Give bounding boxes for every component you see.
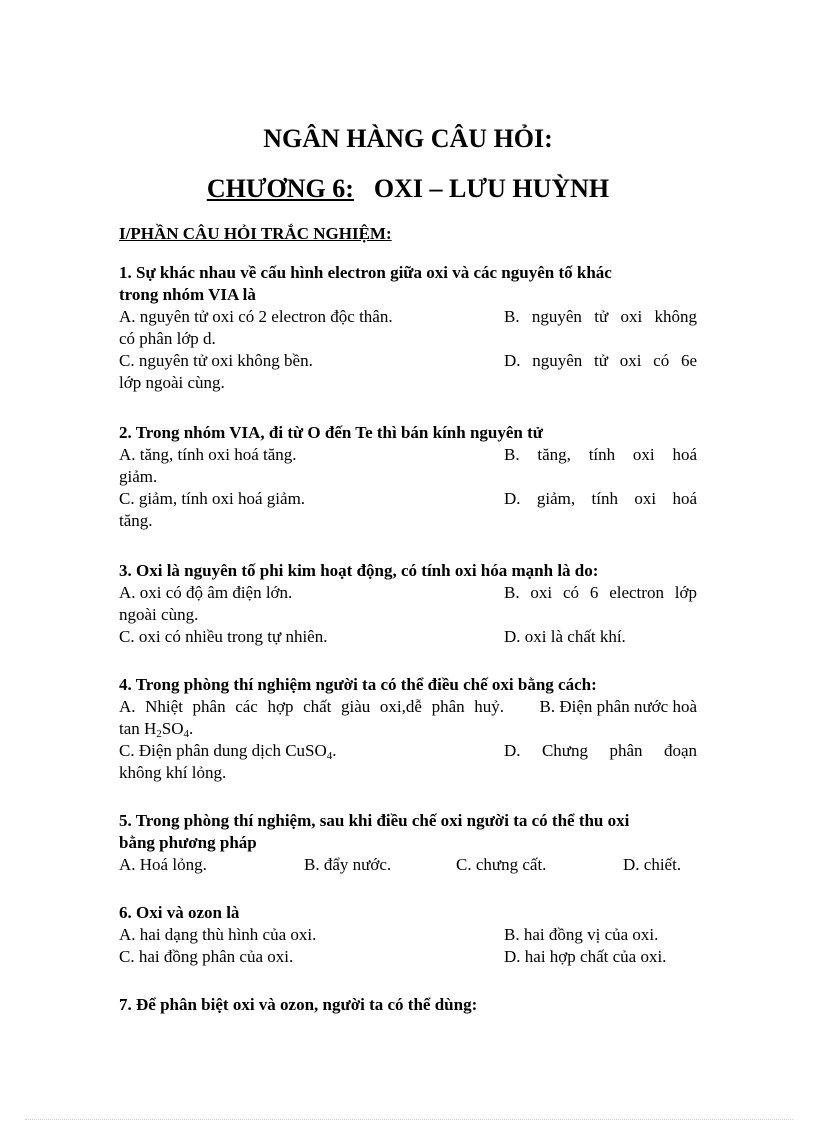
answer-c: C. giảm, tính oxi hoá giảm. bbox=[119, 489, 306, 508]
question-stem: 2. Trong nhóm VIA, đi từ O đến Te thì bán kính nguyên tử bbox=[119, 423, 543, 442]
answer-row bbox=[119, 740, 697, 762]
answer-row bbox=[119, 488, 697, 510]
answer-row bbox=[119, 854, 697, 876]
page-title: NGÂN HÀNG CÂU HỎI: bbox=[263, 124, 553, 153]
question-stem: 4. Trong phòng thí nghiệm người ta có thể điều chế oxi bằng cách: bbox=[119, 675, 597, 694]
question-3 bbox=[119, 560, 697, 648]
answer-c: C. Điện phân dung dịch CuSO$_4$. bbox=[119, 741, 337, 762]
answer-d: D. hai hợp chất của oxi. bbox=[504, 947, 667, 966]
question-stem: 1. Sự khác nhau về cấu hình electron giữa oxi và các nguyên tố khác trong nhóm VIA là bbox=[119, 263, 612, 304]
answer-row bbox=[119, 626, 697, 648]
answer-b: B. nguyên tử oxi không bbox=[504, 307, 697, 326]
answer-a: A. oxi có độ âm điện lớn. bbox=[119, 583, 293, 602]
answer-b-continued: có phân lớp d. bbox=[119, 329, 216, 348]
answer-b: B. Điện phân nước hoà bbox=[539, 697, 697, 716]
answer-b: B. đẩy nước. bbox=[304, 855, 392, 874]
answer-row bbox=[119, 444, 697, 466]
question-4 bbox=[119, 674, 697, 784]
question-stem: 5. Trong phòng thí nghiệm, sau khi điều chế oxi người ta có thể thu oxi bằng phương pháp bbox=[119, 811, 630, 852]
question-7 bbox=[119, 994, 697, 1016]
page-bottom-divider bbox=[25, 1119, 793, 1120]
question-2 bbox=[119, 422, 697, 532]
question-stem: 6. Oxi và ozon là bbox=[119, 903, 240, 922]
answer-row bbox=[119, 350, 697, 372]
answer-d: D. giảm, tính oxi hoá bbox=[504, 489, 697, 508]
answer-d-continued: tăng. bbox=[119, 511, 153, 530]
answer-a: A. hai dạng thù hình của oxi. bbox=[119, 925, 317, 944]
answer-c: C. chưng cất. bbox=[456, 855, 547, 874]
answer-row bbox=[119, 696, 697, 718]
answer-b: B. oxi có 6 electron lớp bbox=[504, 583, 697, 602]
answer-c: C. nguyên tử oxi không bền. bbox=[119, 351, 313, 370]
answer-a: A. Nhiệt phân các hợp chất giàu oxi,dễ phân huỷ. bbox=[119, 697, 504, 716]
answer-d: D. Chưng phân đoạn bbox=[504, 741, 697, 760]
answer-b-continued: giảm. bbox=[119, 467, 158, 486]
answer-b: B. hai đồng vị của oxi. bbox=[504, 925, 659, 944]
answer-b-continued: ngoài cùng. bbox=[119, 605, 199, 624]
answer-d-continued: không khí lỏng. bbox=[119, 763, 227, 782]
answer-d: D. oxi là chất khí. bbox=[504, 627, 626, 646]
question-1 bbox=[119, 262, 697, 394]
chapter-name: OXI – LƯU HUỲNH bbox=[373, 174, 610, 203]
answer-a: A. tăng, tính oxi hoá tăng. bbox=[119, 445, 297, 464]
chapter-heading bbox=[119, 170, 697, 208]
answer-d-continued: lớp ngoài cùng. bbox=[119, 373, 225, 392]
answer-c: C. hai đồng phân của oxi. bbox=[119, 947, 294, 966]
question-stem: 7. Để phân biệt oxi và ozon, người ta có thể dùng: bbox=[119, 995, 478, 1014]
answer-d: D. chiết. bbox=[623, 855, 682, 874]
answer-a: A. nguyên tử oxi có 2 electron độc thân. bbox=[119, 307, 393, 326]
chapter-label: CHƯƠNG 6: bbox=[206, 174, 354, 203]
question-6 bbox=[119, 902, 697, 968]
question-5 bbox=[119, 810, 697, 876]
answer-row bbox=[119, 306, 697, 328]
answer-b-continued: $\tan H_2SO_4$. bbox=[119, 719, 194, 740]
answer-row bbox=[119, 582, 697, 604]
answer-b: B. tăng, tính oxi hoá bbox=[504, 445, 697, 464]
answer-row bbox=[119, 946, 697, 968]
answer-a: A. Hoá lỏng. bbox=[119, 855, 207, 874]
answer-c: C. oxi có nhiều trong tự nhiên. bbox=[119, 627, 328, 646]
question-stem: 3. Oxi là nguyên tố phi kim hoạt động, có tính oxi hóa mạnh là do: bbox=[119, 561, 599, 580]
section-heading: I/PHẦN CÂU HỎI TRẮC NGHIỆM: bbox=[119, 224, 392, 243]
answer-row bbox=[119, 924, 697, 946]
answer-d: D. nguyên tử oxi có 6e bbox=[504, 351, 697, 370]
